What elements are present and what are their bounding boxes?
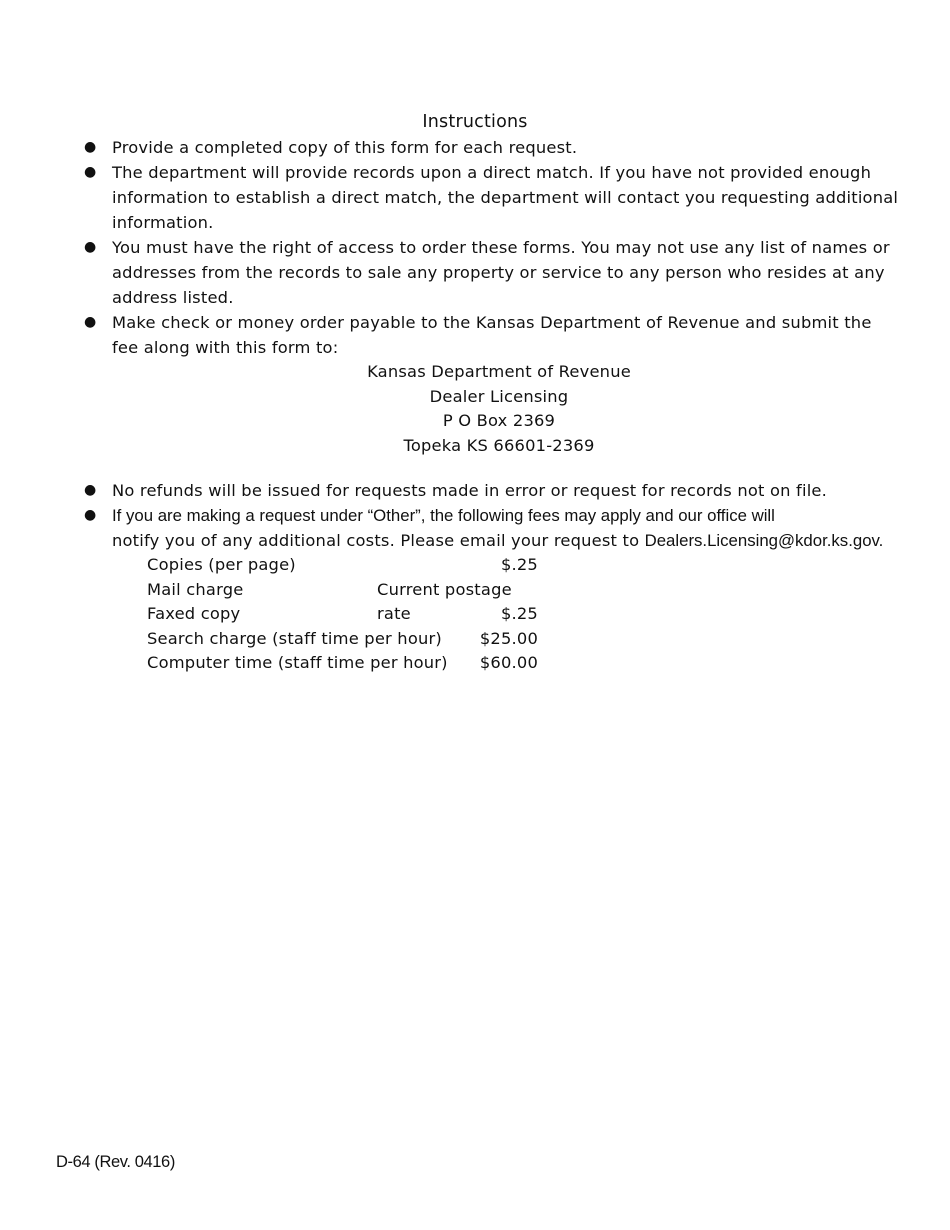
address-line: Dealer Licensing [429, 386, 569, 406]
fee-value: $.25 [500, 604, 538, 623]
instructions-list [82, 135, 902, 676]
fee-label: Faxed copy [147, 604, 241, 623]
fee-row [147, 651, 547, 676]
fee-value: Current postage rate [377, 579, 512, 623]
fee-label: Copies (per page) [147, 555, 296, 574]
bullet-icon: ● [84, 239, 97, 255]
item-text: Provide a completed copy of this form for each request. [112, 138, 578, 157]
bullet-icon: ● [84, 482, 97, 498]
fee-row [147, 553, 547, 578]
bullet-icon: ● [84, 164, 97, 180]
other-note-line2: notify you of any additional costs. Please email your request to [112, 531, 645, 550]
list-item [82, 310, 902, 478]
bullet-icon: ● [84, 139, 97, 155]
bullet-icon: ● [84, 314, 97, 330]
fee-value: $60.00 [479, 653, 538, 672]
spacer [112, 458, 902, 478]
other-note-line1: If you are making a request under “Other”, the following fees may apply and our office will [112, 506, 775, 525]
address-line: Topeka KS 66601-2369 [403, 435, 595, 455]
fee-label: Mail charge [147, 579, 244, 599]
form-number: D-64 (Rev. 0416) [56, 1153, 175, 1171]
email-link[interactable]: Dealers.Licensing@kdor.ks.gov. [644, 531, 884, 550]
fee-row [147, 602, 547, 627]
mailing-address [112, 360, 902, 458]
fee-row [147, 627, 547, 652]
item-text: You must have the right of access to order these forms. You may not use any list of names or addresses from the records to sale any property or service to any person who resides at any address listed. [112, 238, 890, 307]
refund-note: No refunds will be issued for requests made in error or request for records not on file. [112, 481, 828, 500]
fee-label: Computer time (staff time per hour) [147, 653, 448, 672]
list-item [82, 235, 902, 310]
item-text: The department will provide records upon a direct match. If you have not provided enough information to establish a direct match, the department will contact you requesting additional information. [112, 163, 899, 232]
fee-label: Search charge (staff time per hour) [147, 628, 442, 648]
address-line: Kansas Department of Revenue [367, 362, 631, 381]
item-text: Make check or money order payable to the Kansas Department of Revenue and submit the fee along with this form to: [112, 313, 872, 357]
fee-value: $25.00 [479, 628, 538, 648]
page-title: Instructions [422, 112, 528, 132]
list-item [82, 160, 902, 235]
address-line: P O Box 2369 [442, 411, 556, 430]
bullet-icon: ● [84, 507, 97, 523]
list-item [82, 478, 902, 503]
list-item [82, 503, 902, 676]
fee-table [147, 553, 547, 676]
fee-value: $.25 [500, 555, 538, 574]
list-item [82, 135, 902, 160]
